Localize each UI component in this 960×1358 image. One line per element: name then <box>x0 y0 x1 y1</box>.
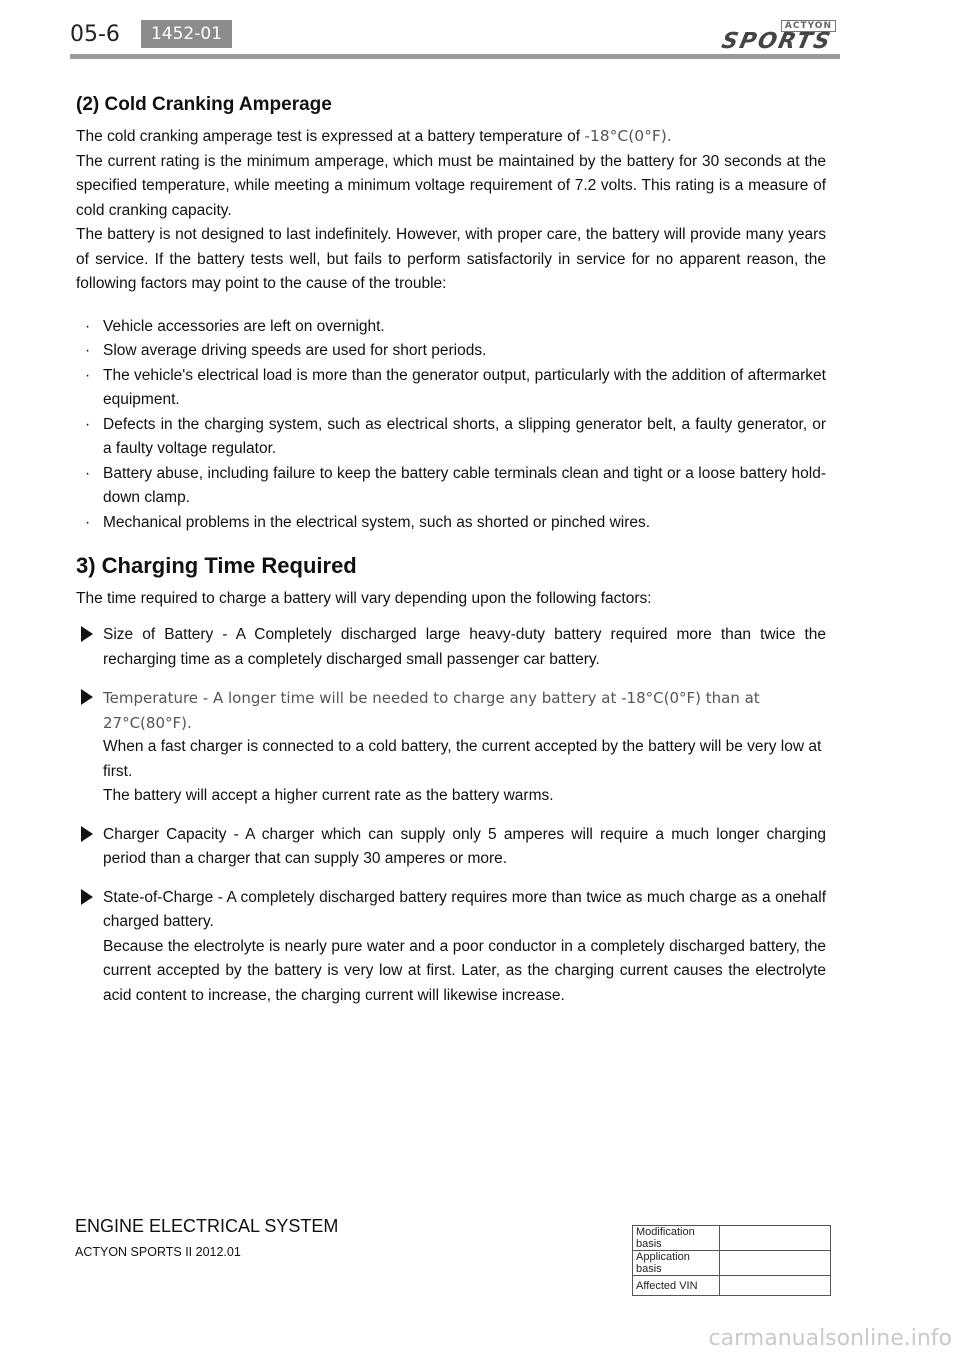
logo-sports-text: SPORTS <box>719 29 835 54</box>
actyon-sports-logo <box>712 20 842 54</box>
cca-heading: (2) Cold Cranking Amperage <box>76 94 332 115</box>
watermark: carmanualsonline.info <box>708 1326 952 1351</box>
cca-paragraph-1 <box>76 124 826 150</box>
modification-table <box>632 1225 831 1296</box>
triangle-bullet-icon <box>81 626 93 642</box>
cca-p1-temp: -18°C(0°F). <box>584 127 672 145</box>
logo-actyon-text: ACTYON <box>781 20 836 32</box>
list-item: · Vehicle accessories are left on overnight. <box>76 315 826 340</box>
page-number: 05-6 <box>70 22 120 47</box>
table-row <box>633 1251 831 1276</box>
bullet-marker: · <box>85 513 91 531</box>
list-item: · Slow average driving speeds are used for short periods. <box>76 339 826 364</box>
application-basis-value <box>720 1251 831 1276</box>
main-content <box>76 94 826 1022</box>
section-code-badge: 1452-01 <box>141 20 232 48</box>
modification-basis-value <box>720 1226 831 1251</box>
header-rule <box>70 54 840 59</box>
triangle-bullet-icon <box>81 689 93 705</box>
cca-p1-text: The cold cranking amperage test is expressed at a battery temperature of <box>76 128 585 145</box>
cca-bullet-list <box>76 315 826 536</box>
charging-intro: The time required to charge a battery will vary depending upon the following factors: <box>76 590 652 607</box>
list-item: · Defects in the charging system, such as electrical shorts, a slipping generator belt, a faulty generator, or a faulty voltage regulator. <box>76 413 826 462</box>
table-row <box>633 1276 831 1296</box>
list-item: · Mechanical problems in the electrical system, such as shorted or pinched wires. <box>76 511 826 536</box>
factor-size: Size of Battery - A Completely discharged large heavy-duty battery required more than twice the recharging time as a completely discharged small passenger car battery. <box>76 623 826 672</box>
footer-title: ENGINE ELECTRICAL SYSTEM <box>75 1216 339 1236</box>
bullet-marker: · <box>85 366 91 384</box>
triangle-bullet-icon <box>81 889 93 905</box>
footer-subtitle: ACTYON SPORTS II 2012.01 <box>75 1245 241 1259</box>
triangle-bullet-icon <box>81 826 93 842</box>
affected-vin-value <box>720 1276 831 1296</box>
affected-vin-label: Affected VIN <box>633 1276 720 1296</box>
list-item: · Battery abuse, including failure to keep the battery cable terminals clean and tight or a loose battery hold-down clamp. <box>76 462 826 511</box>
bullet-marker: · <box>85 415 91 433</box>
factor-charger-capacity: Charger Capacity - A charger which can supply only 5 amperes will require a much longer charging period than a charger that can supply 30 amperes or more. <box>76 823 826 872</box>
factor-temperature: Temperature - A longer time will be needed to charge any battery at -18°C(0°F) than at 27°C(80°F). When a fast charger is connected to a cold battery, the current accepted by the battery will be very low at first. The battery will accept a higher current rate as the battery warms. <box>76 686 826 809</box>
modification-basis-label: Modification basis <box>633 1226 720 1251</box>
list-item: · The vehicle's electrical load is more than the generator output, particularly with the addition of aftermarket equipment. <box>76 364 826 413</box>
bullet-marker: · <box>85 342 91 359</box>
cca-paragraph-2: The current rating is the minimum amperage, which must be maintained by the battery for 30 seconds at the specified temperature, while meeting a minimum voltage requirement of 7.2 volts. This rating is a measure of cold cranking capacity. <box>76 152 826 219</box>
charging-heading: 3) Charging Time Required <box>76 553 357 578</box>
cca-paragraph-3: The battery is not designed to last indefinitely. However, with proper care, the battery will provide many years of service. If the battery tests well, but fails to perform satisfactorily in service for no apparent reason, the following factors may point to the cause of the trouble: <box>76 226 826 292</box>
bullet-marker: · <box>85 464 91 482</box>
application-basis-label: Application basis <box>633 1251 720 1276</box>
factor-state-of-charge: State-of-Charge - A completely discharged battery requires more than twice as much charge as a onehalf charged battery. Because the electrolyte is nearly pure water and a poor conductor in a completely discharged battery, the current accepted by the battery is very low at first. Later, as the charging current causes the electrolyte acid content to increase, the charging current will likewise increase. <box>76 886 826 1009</box>
bullet-marker: · <box>85 317 91 335</box>
table-row <box>633 1226 831 1251</box>
